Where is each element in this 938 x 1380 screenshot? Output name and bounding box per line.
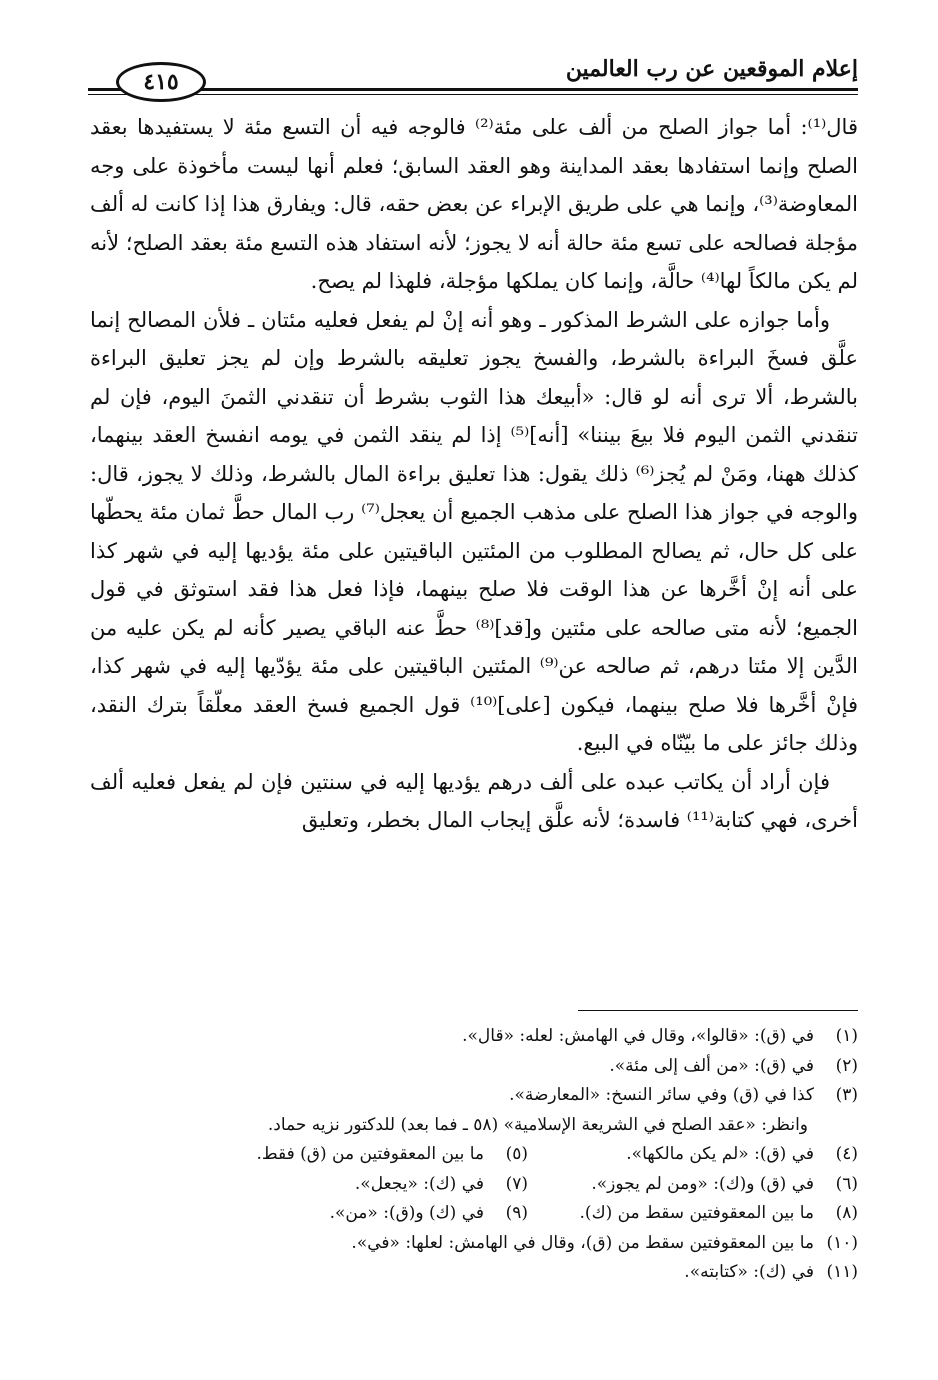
footnote-6: [528, 1170, 858, 1200]
footnote-number: (٤): [835, 1144, 858, 1164]
footnote-10: [100, 1229, 858, 1259]
footnote-divider: [578, 1010, 858, 1011]
footnote-row-6-7: [100, 1170, 858, 1200]
main-text: [90, 108, 858, 840]
footnote-text: ما بين المعقوفتين سقط من (ك).: [579, 1203, 814, 1223]
footnote-number: (٢): [835, 1055, 858, 1076]
footnote-text: في (ق): «من ألف إلى مئة».: [609, 1055, 814, 1076]
footnotes: [100, 1022, 858, 1288]
footnote-1: [100, 1022, 858, 1052]
book-title: إعلام الموقعين عن رب العالمين: [565, 56, 858, 82]
footnote-text: كذا في (ق) وفي سائر النسخ: «المعارضة».: [509, 1085, 814, 1105]
footnote-3-continuation: وانظر: «عقد الصلح في الشريعة الإسلامية» (٥٨ ـ فما بعد) للدكتور نزيه حماد.: [267, 1114, 808, 1135]
footnote-number: (٥): [505, 1144, 528, 1164]
footnote-row-4-5: [100, 1140, 858, 1170]
footnote-4: [528, 1140, 858, 1170]
footnote-text: في (ق) و(ك): «ومن لم يجوز».: [591, 1173, 814, 1194]
footnote-number: (٨): [835, 1203, 858, 1223]
footnote-2: [100, 1052, 858, 1082]
footnote-11: [100, 1258, 858, 1288]
footnote-number: (٦): [835, 1173, 858, 1194]
footnote-5: [256, 1144, 528, 1164]
footnote-3: [100, 1081, 858, 1111]
footnote-7: [355, 1174, 528, 1194]
footnote-text: في (ق): «قالوا»، وقال في الهامش: لعله: «قال».: [462, 1026, 814, 1046]
footnote-number: (١٠): [826, 1232, 858, 1253]
footnote-text: ما بين المعقوفتين من (ق) فقط.: [256, 1144, 484, 1164]
footnote-row-8-9: [100, 1199, 858, 1229]
footnote-text: في (ق): «لم يكن مالكها».: [626, 1144, 814, 1164]
footnote-text: في (ك): «يجعل».: [354, 1173, 484, 1194]
paragraph-1: قال⁽¹⁾: أما جواز الصلح من ألف على مئة⁽²⁾ فالوجه فيه أن التسع مئة لا يستفيدها بعقد الصلح وإنما استفادها بعقد المداينة وهو العقد السابق؛ فعلم أنها ليست مأخوذة على وجه المعاوضة⁽³⁾، وإنما هي على طريق الإبراء عن بعض حقه، قال: ويفارق هذا إذا كانت له ألف مؤجلة فصالحه على تسع مئة حالة أنه لا يجوز؛ لأنه استفاد هذه التسع مئة بعقد الصلح؛ لأنه لم يكن مالكاً لها⁽⁴⁾ حالَّة، وإنما كان يملكها مؤجلة، فلهذا لم يصح.: [90, 115, 858, 293]
footnote-text: في (ك): «كتابته».: [684, 1262, 814, 1282]
footnote-number: (٧): [505, 1173, 528, 1194]
footnote-8: [528, 1199, 858, 1229]
paragraph-2: وأما جوازه على الشرط المذكور ـ وهو أنه إنْ لم يفعل فعليه مئتان ـ فلأن المصالح إنما علَّق فسخَ البراءة بالشرط، والفسخ يجوز تعليقه بالشرط وإن لم يجز تعليق البراءة بالشرط، ألا ترى أنه لو قال: «أبيعك هذا الثوب بشرط أن تنقدني الثمنَ اليوم، فإن لم تنقدني الثمن اليوم فلا بيعَ بيننا» [أنه]⁽⁵⁾ إذا لم ينقد الثمن في يومه انفسخ العقد بينهما، كذلك ههنا، ومَنْ لم يُجز⁽⁶⁾ ذلك يقول: هذا تعليق براءة المال بالشرط، وذلك لا يجوز، قال: والوجه في جواز هذا الصلح على مذهب الجميع أن يعجل⁽⁷⁾ رب المال حطَّ ثمان مئة يحطّها على كل حال، ثم يصالح المطلوب من المئتين الباقيتين على مئة يؤديها إليه في شهر كذا على أنه إنْ أخَّرها عن هذا الوقت فلا صلح بينهما، فإذا فعل هذا فقد استوثق في قول الجميع؛ لأنه متى صالحه على مئتين و[قد]⁽⁸⁾ حطَّ عنه الباقي يصير كأنه لم يكن عليه من الدَّين إلا مئتا درهم، ثم صالحه عن⁽⁹⁾ المئتين الباقيتين على مئة يؤدّيها إليه في شهر كذا، فإنْ أخَّرها فلا صلح بينهما، فيكون [على]⁽¹⁰⁾ قول الجميع فسخ العقد معلّقاً بترك النقد، وذلك جائز على ما بيّنّاه في البيع.: [90, 307, 859, 755]
footnote-9: [330, 1203, 528, 1223]
paragraph-3: فإن أراد أن يكاتب عبده على ألف درهم يؤديها إليه في سنتين فإن لم يفعل فعليه ألف أخرى، فهي كتابة⁽¹¹⁾ فاسدة؛ لأنه علَّق إيجاب المال بخطر، وتعليق: [90, 769, 858, 832]
footnote-text: ما بين المعقوفتين سقط من (ق)، وقال في الهامش: لعلها: «في».: [351, 1232, 814, 1253]
footnote-number: (٣): [835, 1085, 858, 1105]
footnote-number: (١): [835, 1026, 858, 1046]
page-header: [88, 44, 858, 100]
footnote-number: (١١): [826, 1262, 858, 1282]
footnote-number: (٩): [505, 1203, 528, 1223]
footnote-text: في (ك) و(ق): «من».: [329, 1203, 484, 1223]
page-number: ٤١٥: [116, 62, 206, 102]
header-rule-thin: [88, 94, 858, 95]
